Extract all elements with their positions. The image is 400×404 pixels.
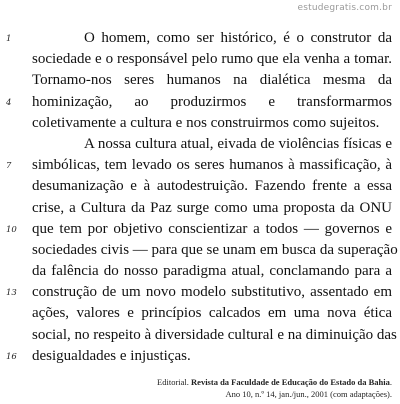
line-text: da falência do nosso paradigma atual, conclamando para a xyxy=(32,263,392,280)
line-text: sociedade e o responsável pelo rumo que ela venha a tomar. xyxy=(32,51,392,68)
line-text: desigualdades e injustiças. xyxy=(32,347,191,364)
line-number: 16 xyxy=(6,351,17,362)
text-line xyxy=(32,70,392,91)
line-text: construção de um novo modelo substitutivo, assentado em xyxy=(32,284,392,301)
text-line xyxy=(6,282,392,303)
line-text: social, no respeito à diversidade cultural e na diminuição das xyxy=(32,326,397,343)
passage-text xyxy=(6,28,398,367)
line-text: coletivamente a cultura e nos construirmos como sujeitos. xyxy=(32,114,380,131)
line-text: Tornamo-nos seres humanos na dialética mesma da xyxy=(32,72,392,89)
text-line xyxy=(32,261,392,282)
source-citation xyxy=(152,376,392,400)
text-line xyxy=(6,28,392,49)
line-text: que tem por objetivo conscientizar a todos — governos e xyxy=(32,220,392,237)
citation-title: Revista da Faculdade de Educação do Estado da Bahia xyxy=(191,377,390,387)
line-text: ações, valores e princípios calcados em uma nova ética xyxy=(32,305,392,322)
text-line xyxy=(32,49,392,70)
line-number: 4 xyxy=(6,97,12,108)
line-text: crise, a Cultura da Paz surge como uma proposta da ONU xyxy=(32,199,392,216)
text-line xyxy=(6,346,392,367)
line-number: 7 xyxy=(6,161,12,172)
site-watermark: estudegratis.com.br xyxy=(297,3,392,13)
line-text: A nossa cultura atual, eivada de violências físicas e xyxy=(84,135,392,152)
line-text: desumanização e à autodestruição. Fazendo frente a essa xyxy=(32,178,392,195)
text-line xyxy=(6,155,392,176)
text-line xyxy=(6,219,392,240)
text-line xyxy=(32,325,397,346)
text-line xyxy=(32,134,392,155)
line-text: sociedades civis — para que se unam em busca da superação xyxy=(32,241,398,258)
line-text: O homem, como ser histórico, é o construtor da xyxy=(84,30,392,46)
line-number: 1 xyxy=(6,34,12,44)
text-line xyxy=(6,92,392,113)
text-line xyxy=(32,303,392,324)
line-text: hominização, ao produzirmos e transformarmos xyxy=(32,93,392,110)
text-line xyxy=(32,113,392,134)
citation-prefix: Editorial. xyxy=(157,377,192,387)
text-line xyxy=(32,240,398,261)
line-number: 10 xyxy=(6,224,17,235)
line-number: 13 xyxy=(6,288,17,299)
text-line xyxy=(32,198,392,219)
line-text: simbólicas, tem levado os seres humanos à massificação, à xyxy=(32,157,392,174)
text-line xyxy=(32,176,392,197)
citation-details: . Ano 10, n.º 14, jan./jun., 2001 (com adaptações). xyxy=(225,377,392,399)
